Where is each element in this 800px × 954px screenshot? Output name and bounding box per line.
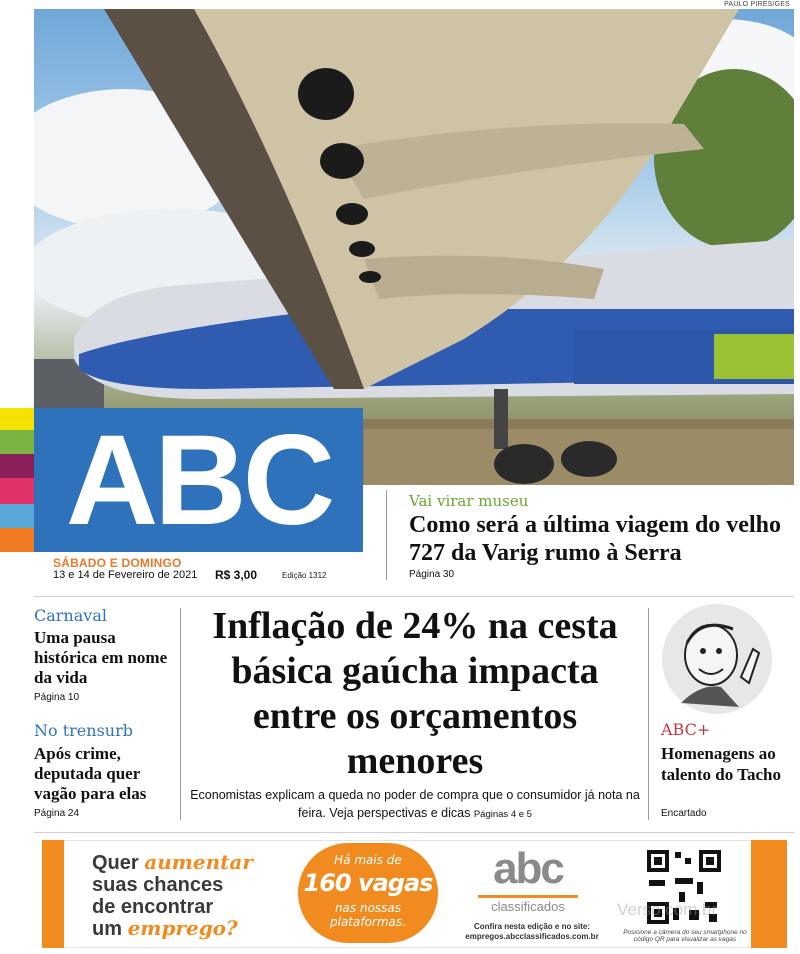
strip-pink [0, 478, 34, 504]
ad-line-3: de encontrar [92, 896, 214, 918]
strip-lightblue [0, 504, 34, 528]
right-story-headline[interactable]: Homenagens ao talento do Tacho [661, 744, 781, 784]
strip-orange [0, 528, 34, 552]
divider-left-column [180, 608, 181, 820]
strip-purple [0, 454, 34, 478]
ad-confira-text: Confira nesta edição e no site: [473, 922, 591, 931]
ad-bubble-line-1: Há mais de [334, 853, 402, 867]
left-story-2-headline[interactable]: Após crime, deputada quer vagão para elas [34, 744, 147, 803]
top-story-page: Página 30 [409, 569, 455, 580]
edition-day: SÁBADO E DOMINGO [53, 556, 182, 570]
edition-date: 13 e 14 de Fevereiro de 2021 [53, 569, 198, 581]
ad-line-4 [92, 918, 238, 940]
cartoon-portrait [661, 603, 773, 715]
ad-confira [462, 922, 602, 942]
ad-bubble-line-3: nas nossas plataformas. [330, 901, 406, 929]
main-subhead-text: Economistas explicam a queda no poder de compra que o consumidor já nota na feira. Veja perspectivas e dicas [190, 788, 640, 820]
right-story-kicker: ABC+ [661, 720, 711, 739]
divider-top-story [386, 490, 387, 580]
photo-credit: PAULO PIRES/GES [724, 1, 790, 8]
edition-price: R$ 3,00 [215, 568, 258, 582]
ad-site-link[interactable]: empregos.abcclassificados.com.br [465, 932, 599, 941]
strip-yellow [0, 408, 34, 430]
watermark: Verso.com.br [617, 900, 718, 919]
left-story-1-headline[interactable]: Uma pausa histórica em nome da vida [34, 628, 168, 687]
ad-line-4a: um [92, 918, 128, 940]
top-story-headline[interactable]: Como será a última viagem do velho 727 da Varig rumo à Serra [409, 512, 781, 566]
left-story-1-kicker: Carnaval [34, 606, 107, 625]
ad-left-bar [42, 840, 64, 948]
qr-caption: Posicione a câmera do seu smartphone no código QR para visualizar as vagas [623, 929, 747, 943]
right-story-page: Encartado [661, 808, 707, 819]
main-subhead [190, 786, 640, 824]
ad-line-4b: emprego? [127, 916, 238, 940]
ad-brand-logo: abc [493, 844, 563, 893]
divider-horizontal [34, 596, 794, 597]
divider-ad [34, 832, 794, 833]
ad-line-1a: Quer [92, 852, 145, 874]
left-story-2-kicker: No trensurb [34, 721, 133, 740]
ad-brand-sub: classificados [478, 895, 578, 914]
main-headline[interactable]: Inflação de 24% na cesta básica gaúcha impacta entre os orçamentos menores [212, 605, 618, 782]
left-story-1-page: Página 10 [34, 692, 80, 703]
caricature-icon [661, 603, 773, 715]
ad-right-bar [751, 840, 787, 948]
strip-green [0, 430, 34, 454]
ad-line-2: suas chances [92, 874, 224, 896]
top-story-kicker: Vai virar museu [409, 492, 529, 510]
edition-number: Edição 1312 [282, 571, 327, 580]
ad-line-1b: aumentar [144, 850, 253, 874]
main-story-page: Páginas 4 e 5 [473, 809, 532, 820]
ad-line-1 [92, 852, 253, 874]
left-story-2-page: Página 24 [34, 808, 80, 819]
ad-bubble-line-2: 160 vagas [303, 869, 433, 897]
divider-right-column [648, 608, 649, 820]
ad-vacancies-bubble [298, 843, 438, 943]
masthead-logo[interactable]: ABC [65, 408, 332, 552]
